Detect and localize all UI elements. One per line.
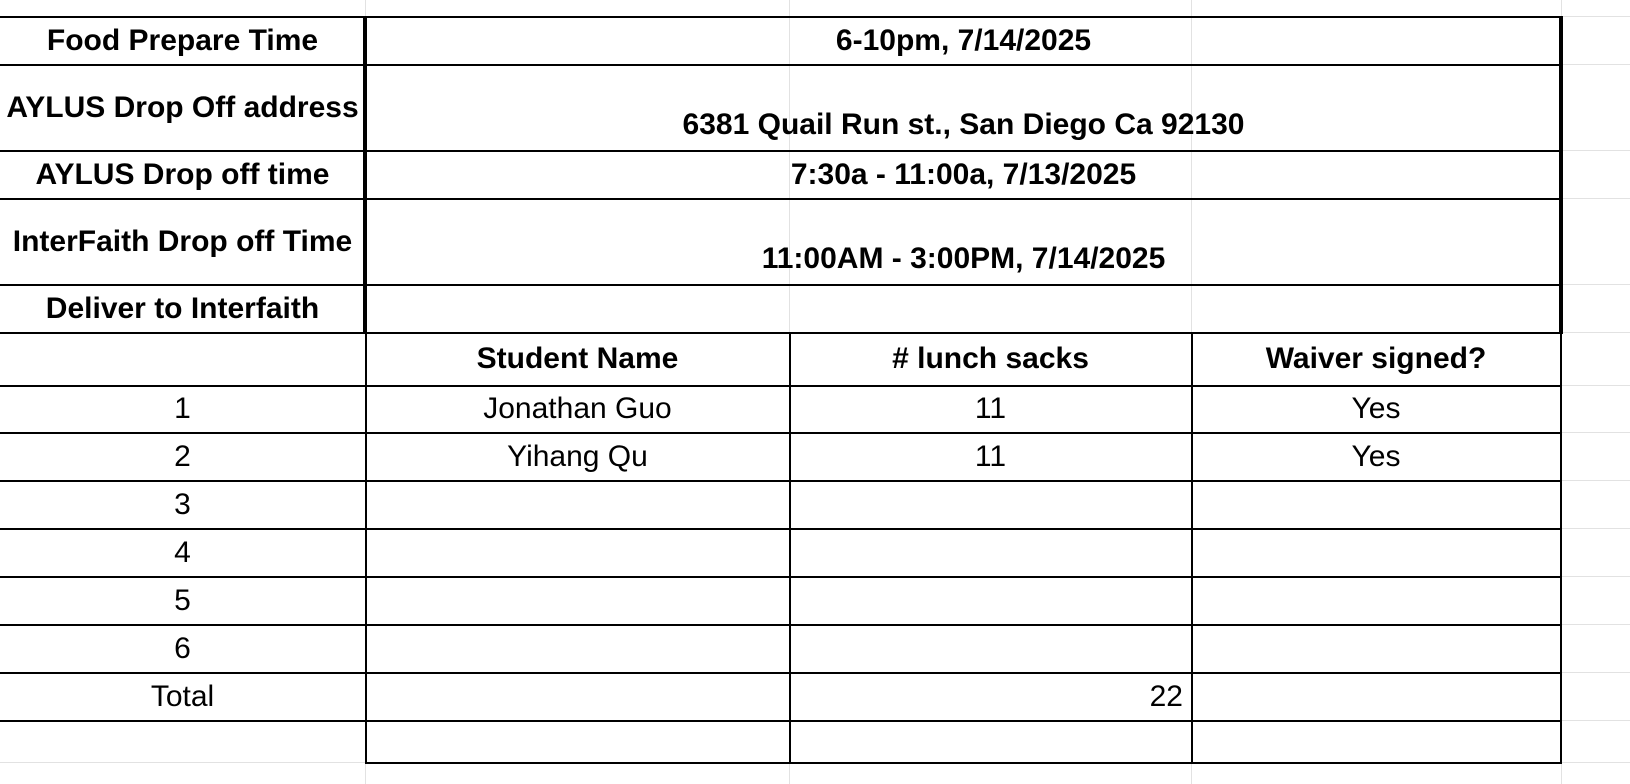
info-value-drop-off-address[interactable]: 6381 Quail Run st., San Diego Ca 92130 — [682, 108, 1245, 141]
lunch-sacks-cell[interactable] — [790, 529, 1191, 576]
border-line — [0, 480, 1561, 482]
lunch-sacks-cell[interactable] — [790, 625, 1191, 672]
student-name-cell[interactable] — [366, 577, 789, 624]
border-line — [0, 672, 1561, 674]
border-line — [1191, 332, 1193, 764]
empty-cell[interactable] — [1192, 721, 1560, 762]
waiver-signed-cell[interactable] — [1192, 529, 1560, 576]
info-value-aylus-drop-off-time[interactable]: 7:30a - 11:00a, 7/13/2025 — [790, 157, 1137, 191]
border-line — [0, 198, 1563, 200]
border-line — [1560, 332, 1562, 764]
waiver-signed-cell[interactable] — [1192, 481, 1560, 528]
total-lunch-sacks[interactable]: 22 — [1149, 679, 1183, 713]
waiver-signed-cell[interactable]: Yes — [1351, 392, 1401, 425]
border-line — [0, 720, 1561, 722]
info-label-drop-off-address[interactable]: AYLUS Drop Off address — [6, 90, 359, 124]
student-name-cell[interactable] — [366, 481, 789, 528]
row-number[interactable]: 2 — [174, 439, 191, 473]
border-line — [365, 332, 367, 764]
lunch-sacks-cell[interactable] — [790, 481, 1191, 528]
border-line — [0, 284, 1563, 286]
border-line — [0, 576, 1561, 578]
empty-cell[interactable] — [366, 721, 789, 762]
info-value-food-prepare-time[interactable]: 6-10pm, 7/14/2025 — [835, 23, 1092, 57]
row-number[interactable]: 3 — [174, 487, 191, 521]
empty-cell[interactable] — [0, 721, 365, 762]
info-value-interfaith-drop-off-time[interactable]: 11:00AM - 3:00PM, 7/14/2025 — [761, 242, 1166, 275]
total-waiver-cell[interactable] — [1192, 673, 1560, 720]
info-value-deliver-to-interfaith[interactable] — [367, 285, 1560, 332]
student-name-cell[interactable] — [366, 625, 789, 672]
empty-cell[interactable] — [790, 721, 1191, 762]
border-line — [1559, 16, 1563, 334]
border-line — [0, 150, 1563, 152]
student-name-cell[interactable]: Yihang Qu — [507, 439, 648, 473]
info-label-aylus-drop-off-time[interactable]: AYLUS Drop off time — [35, 157, 330, 191]
waiver-signed-cell[interactable]: Yes — [1351, 439, 1401, 473]
border-line — [0, 385, 1561, 387]
waiver-signed-cell[interactable] — [1192, 577, 1560, 624]
row-number[interactable]: 5 — [174, 583, 191, 617]
row-number[interactable]: 6 — [174, 631, 191, 665]
border-line — [0, 332, 1563, 334]
row-number[interactable]: 4 — [174, 535, 191, 569]
border-line — [365, 762, 1561, 764]
waiver-signed-cell[interactable] — [1192, 625, 1560, 672]
lunch-sacks-cell[interactable]: 11 — [974, 392, 1007, 425]
column-header-student-name[interactable]: Student Name — [476, 342, 679, 375]
info-label-food-prepare-time[interactable]: Food Prepare Time — [46, 23, 319, 57]
border-line — [0, 16, 1563, 18]
border-line — [0, 624, 1561, 626]
info-label-interfaith-drop-off-time[interactable]: InterFaith Drop off Time — [12, 224, 353, 258]
border-line — [363, 16, 367, 334]
border-line — [0, 64, 1563, 66]
student-name-cell[interactable]: Jonathan Guo — [483, 392, 672, 425]
lunch-sacks-cell[interactable]: 11 — [974, 439, 1007, 473]
border-line — [789, 332, 791, 764]
column-header-waiver-signed[interactable]: Waiver signed? — [1265, 342, 1487, 375]
border-line — [0, 432, 1561, 434]
total-student-name-cell[interactable] — [366, 673, 789, 720]
student-name-cell[interactable] — [366, 529, 789, 576]
column-header-index[interactable] — [0, 333, 365, 385]
info-label-deliver-to-interfaith[interactable]: Deliver to Interfaith — [45, 291, 320, 325]
total-label[interactable]: Total — [150, 679, 215, 713]
border-line — [0, 528, 1561, 530]
row-number[interactable]: 1 — [174, 392, 191, 425]
lunch-sacks-cell[interactable] — [790, 577, 1191, 624]
column-header-lunch-sacks[interactable]: # lunch sacks — [892, 342, 1089, 375]
